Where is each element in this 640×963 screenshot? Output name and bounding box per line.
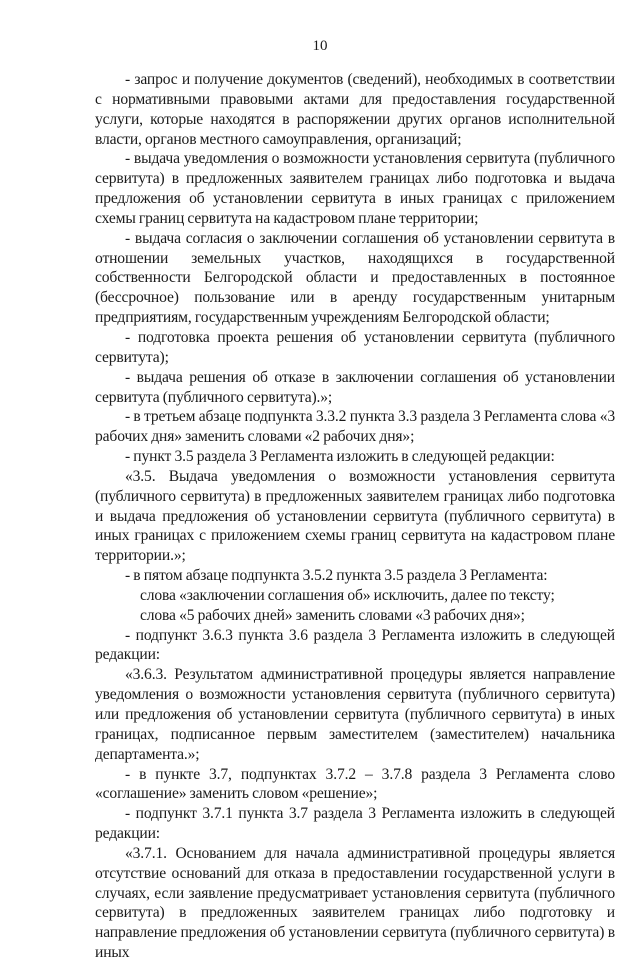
paragraph: - пункт 3.5 раздела 3 Регламента изложить в следующей редакции: [125,448,555,466]
paragraph: - в третьем абзаце подпункта 3.3.2 пункта 3.3 раздела 3 Регламента слова «3 рабочих дня» заменить словами «2 рабочих дня»; [95,408,615,446]
document-body [95,70,615,963]
paragraph: - запрос и получение документов (сведений), необходимых в соответствии с нормативными правовыми актами для предоставления государственной услуги, которые находятся в распоряжении других органов исполнительной власти, органов местного самоуправления, организаций; [95,71,615,148]
paragraph: - в пункте 3.7, подпунктах 3.7.2 – 3.7.8 раздела 3 Регламента слово «соглашение» заменить словом «решение»; [95,765,615,803]
paragraph: «3.5. Выдача уведомления о возможности установления сервитута (публичного сервитута) в предложенных заявителем границах либо подготовка и выдача предложения об установлении сервитута (публичного сервитута) в иных границах с приложением схемы границ сервитута на кадастровом плане территории.»; [95,467,615,565]
paragraph: слова «заключении соглашения об» исключить, далее по тексту; [140,586,555,604]
paragraph: слова «5 рабочих дней» заменить словами «3 рабочих дня»; [140,606,525,624]
paragraph: - подпункт 3.6.3 пункта 3.6 раздела 3 Регламента изложить в следующей редакции: [95,626,615,664]
paragraph: - выдача решения об отказе в заключении соглашения об установлении сервитута (публичного сервитута).»; [95,368,615,406]
paragraph: - в пятом абзаце подпункта 3.5.2 пункта 3.5 раздела 3 Регламента: [125,567,548,585]
paragraph: - подготовка проекта решения об установлении сервитута (публичного сервитута); [95,328,615,366]
paragraph: - выдача согласия о заключении соглашения об установлении сервитута в отношении земельных участков, находящихся в государственной собственности Белгородской области и предоставленных в постоянное (бессрочное) пользование или в аренду государственным унитарным предприятиям, государственным учреждениям Белгородской области; [95,229,615,327]
paragraph: «3.7.1. Основанием для начала административной процедуры является отсутствие оснований для отказа в предоставлении государственной услуги в случаях, если заявление предусматривает установления сервитута (публичного сервитута) в предложенных заявителем границах либо подготовку и направление предложения об установлении сервитута (публичного сервитута) в иных [95,844,615,962]
page-number: 10 [312,38,328,54]
paragraph: - подпункт 3.7.1 пункта 3.7 раздела 3 Регламента изложить в следующей редакции: [95,805,615,843]
paragraph: - выдача уведомления о возможности установления сервитута (публичного сервитута) в предложенных заявителем границах либо подготовка и выдача предложения об установлении сервитута в иных границах с приложением схемы границ сервитута на кадастровом плане территории; [95,150,615,227]
paragraph: «3.6.3. Результатом административной процедуры является направление уведомления о возможности установления сервитута (публичного сервитута) или предложения об установлении сервитута (публичного сервитута) в иных границах, подписанное первым заместителем (заместителем) начальника департамента.»; [95,666,615,763]
